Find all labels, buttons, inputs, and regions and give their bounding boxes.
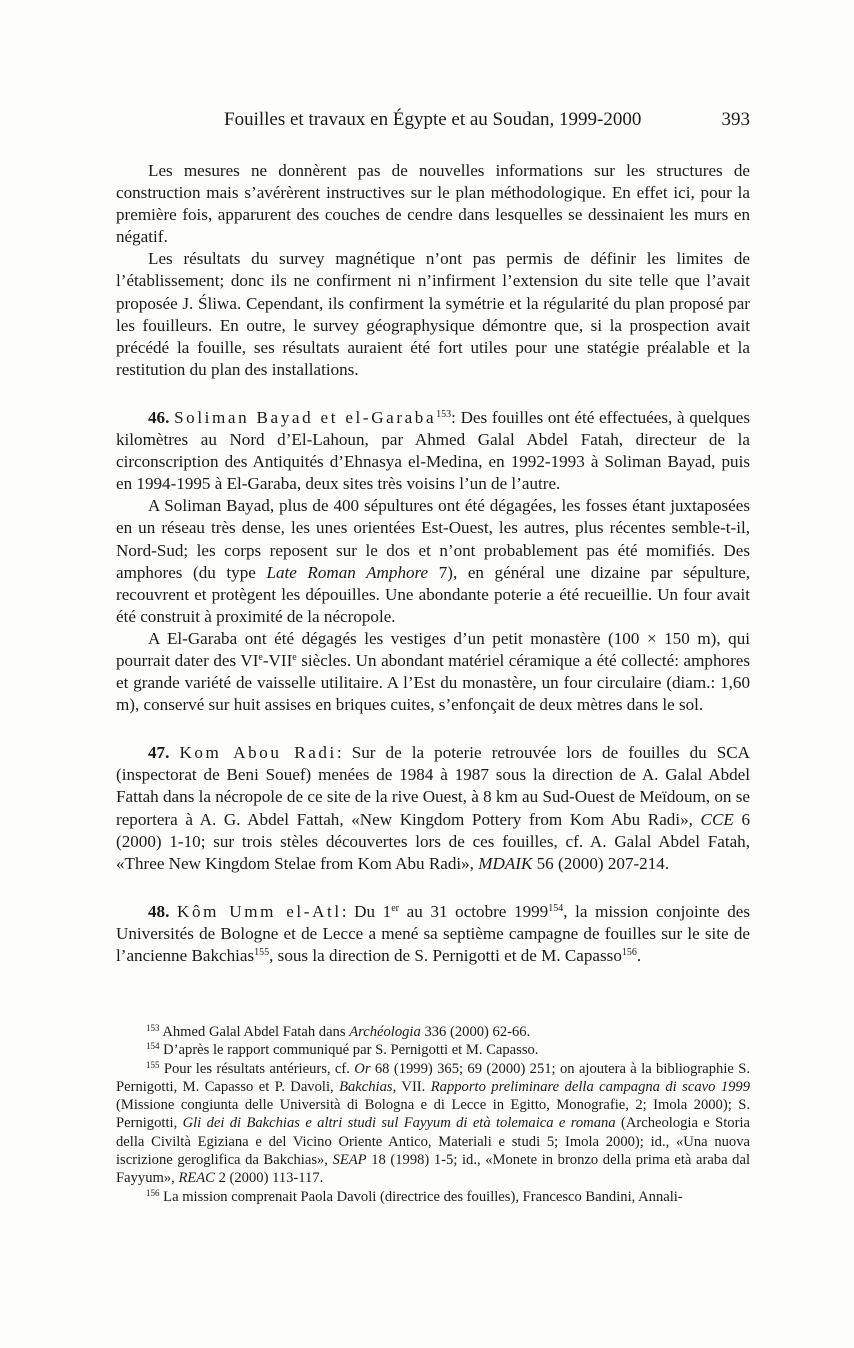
italic-term: Late Roman Amphore <box>266 562 429 582</box>
text-run: 2 (2000) 113-117. <box>214 1170 324 1187</box>
italic-title: Bakchias <box>339 1078 393 1095</box>
section-number: 48. <box>148 901 170 921</box>
footnote-154 <box>116 1041 750 1059</box>
footnote-ref: 154 <box>548 902 564 914</box>
footnotes <box>116 1023 750 1206</box>
text-run: Pour les résultats antérieurs, cf. <box>159 1060 355 1077</box>
section-number: 47. <box>148 743 170 763</box>
text-run: D’après le rapport communiqué par S. Pernigotti et M. Capasso. <box>159 1042 539 1059</box>
text-run: 18 (1998) 1-5; id., «Monete in bronzo della prima età araba dal Fayyum», <box>116 1152 750 1187</box>
section-48 <box>116 901 750 967</box>
text-run: , la mission conjointe des Universités de Bologne et de Lecce a mené sa septième campagne de fouilles sur le site de l’ancienne Bakchias <box>116 901 751 965</box>
text-run: : Du 1 <box>341 901 392 921</box>
italic-journal: Or <box>354 1060 371 1077</box>
text-run: : Sur de la poterie retrouvée lors de fouilles du SCA (inspectorat de Beni Souef) menées de 1984 à 1987 sous la direction de A. Galal Abdel Fattah dans la nécropole de ce site de la rive Ouest, à 8 km au Sud-Ouest de Meïdoum, on se reportera à A. G. Abdel Fattah, «New Kingdom Pottery from Kom Abu Radi», <box>116 743 750 829</box>
footnote-number: 153 <box>146 1023 160 1033</box>
text-run: 336 (2000) 62-66. <box>420 1024 531 1040</box>
text-run: 56 (2000) 207-214. <box>532 853 670 873</box>
site-name: Soliman Bayad et el-Garaba <box>174 407 437 427</box>
italic-journal: Archéologia <box>349 1024 421 1040</box>
text-run: (Archeologia e Storia della Civiltà Egiziana e del Vicino Oriente Antico, Materiali e studi 5; Imola 2000); id., «Una nuova iscrizione geroglifica da Bakchias», <box>116 1115 750 1169</box>
section-46 <box>116 407 750 495</box>
section-47 <box>116 742 750 875</box>
footnote-ref: 155 <box>254 947 270 958</box>
footnote-number: 156 <box>146 1187 160 1198</box>
paragraph-intro-2: Les résultats du survey magnétique n’ont pas permis de définir les limites de l’établissement; donc ils ne confirment ni n’infirment l’extension du site telle que l’avait proposée J. Śliwa. Cependant, ils confirment la symétrie et la régularité du plan proposé par les fouilleurs. En outre, le survey géographysique démontre que, si la prospection avait précédé la fouille, ses résultats auraient été fort utiles pour une statégie préalable et la restitution du plan des installations. <box>116 249 750 379</box>
page-number: 393 <box>721 109 750 130</box>
footnote-number: 155 <box>146 1059 160 1070</box>
footnote-153 <box>116 1023 750 1041</box>
text-run: 6 (2000) 1-10; sur trois stèles découvertes lors de ces fouilles, cf. A. Galal Abdel Fatah, «Three New Kingdom Stelae from Kom Abu Radi», <box>116 809 750 873</box>
superscript: er <box>391 902 399 914</box>
footnote-number: 154 <box>146 1041 160 1052</box>
footnote-156 <box>116 1188 750 1206</box>
running-head <box>116 106 750 134</box>
site-name: Kôm Umm el-Atl <box>177 901 342 921</box>
text-run: siècles. Un abondant matériel céramique a été collecté: amphores et grande variété de vaisselle utilitaire. A l’Est du monastère, un four circulaire (diam.: 1,60 m), conservé sur huit assises en briques cuites, s’enfonçait de deux mètres dans le sol. <box>116 650 750 715</box>
text-run: La mission comprenait Paola Davoli (directrice des fouilles), Francesco Bandini, Annali- <box>159 1188 683 1205</box>
text-run: , sous la direction de S. Pernigotti et de M. Capasso <box>269 946 622 965</box>
text-run: -VII <box>262 650 293 670</box>
superscript: e <box>292 651 297 663</box>
footnote-155 <box>116 1060 750 1188</box>
text-run: , VII. <box>392 1078 431 1095</box>
main-text <box>116 160 750 967</box>
footnote-ref: 153 <box>436 408 452 420</box>
italic-title: Rapporto preliminare della campagna di scavo 1999 <box>430 1078 751 1095</box>
text-run: A Soliman Bayad, plus de 400 sépultures ont été dégagées, les fosses étant juxtaposées en un réseau très dense, les unes orientées Est-Ouest, les autres, plus récentes semble-t-il, Nord-Sud; les corps reposent sur le dos et n’ont probablement pas été momifiés. Des amphores (du type <box>116 496 750 582</box>
paragraph-soliman-bayad <box>116 495 750 628</box>
footnote-ref: 156 <box>621 947 637 958</box>
italic-journal: REAC <box>178 1170 215 1187</box>
site-name: Kom Abou Radi <box>179 743 337 763</box>
section-text: : Des fouilles ont été effectuées, à quelques kilomètres au Nord d’El-Lahoun, par Ahmed Galal Abdel Fatah, directeur de la circonscription des Antiquités d’Ehnasya el-Medina, en 1992-1993 à Soliman Bayad, puis en 1994-1995 à El-Garaba, deux sites très voisins l’un de l’autre. <box>116 407 750 494</box>
paragraph-el-garaba <box>116 628 750 716</box>
section-number: 46. <box>148 407 170 427</box>
superscript: e <box>258 651 263 663</box>
italic-journal: SEAP <box>332 1152 367 1169</box>
italic-title: Gli dei di Bakchias e altri studi sul Fayyum di età tolemaica e romana <box>182 1115 616 1132</box>
text-run: (Missione congiunta delle Università di Bologna e di Lecce in Egitto, Monografie, 2; Imola 2000); S. Pernigotti, <box>116 1097 750 1132</box>
text-run: au 31 octobre 1999 <box>398 901 549 921</box>
text-run: Ahmed Galal Abdel Fatah dans <box>159 1024 350 1040</box>
running-title: Fouilles et travaux en Égypte et au Soudan, 1999-2000 <box>224 109 642 130</box>
paragraph-intro-1: Les mesures ne donnèrent pas de nouvelles informations sur les structures de construction mais s’avérèrent instructives sur le plan méthodologique. En effet ici, pour la première fois, apparurent des couches de cendre dans lesquelles se dessinaient les murs en négatif. <box>116 161 750 247</box>
text-run: A El-Garaba ont été dégagés les vestiges d’un petit monastère (100 × 150 m), qui pourrait dater des VI <box>116 628 750 670</box>
italic-journal: CCE <box>700 809 734 829</box>
italic-journal: MDAIK <box>478 853 533 873</box>
text-run: . <box>636 946 642 965</box>
text-run: 7), en général une dizaine par sépulture, recouvrent et protègent les dépouilles. Une abondante poterie a été recueillie. Un four avait été construit à proximité de la nécropole. <box>116 562 750 626</box>
text-run: 68 (1999) 365; 69 (2000) 251; on ajoutera à la bibliographie S. Pernigotti, M. Capasso et P. Davoli, <box>116 1060 750 1095</box>
